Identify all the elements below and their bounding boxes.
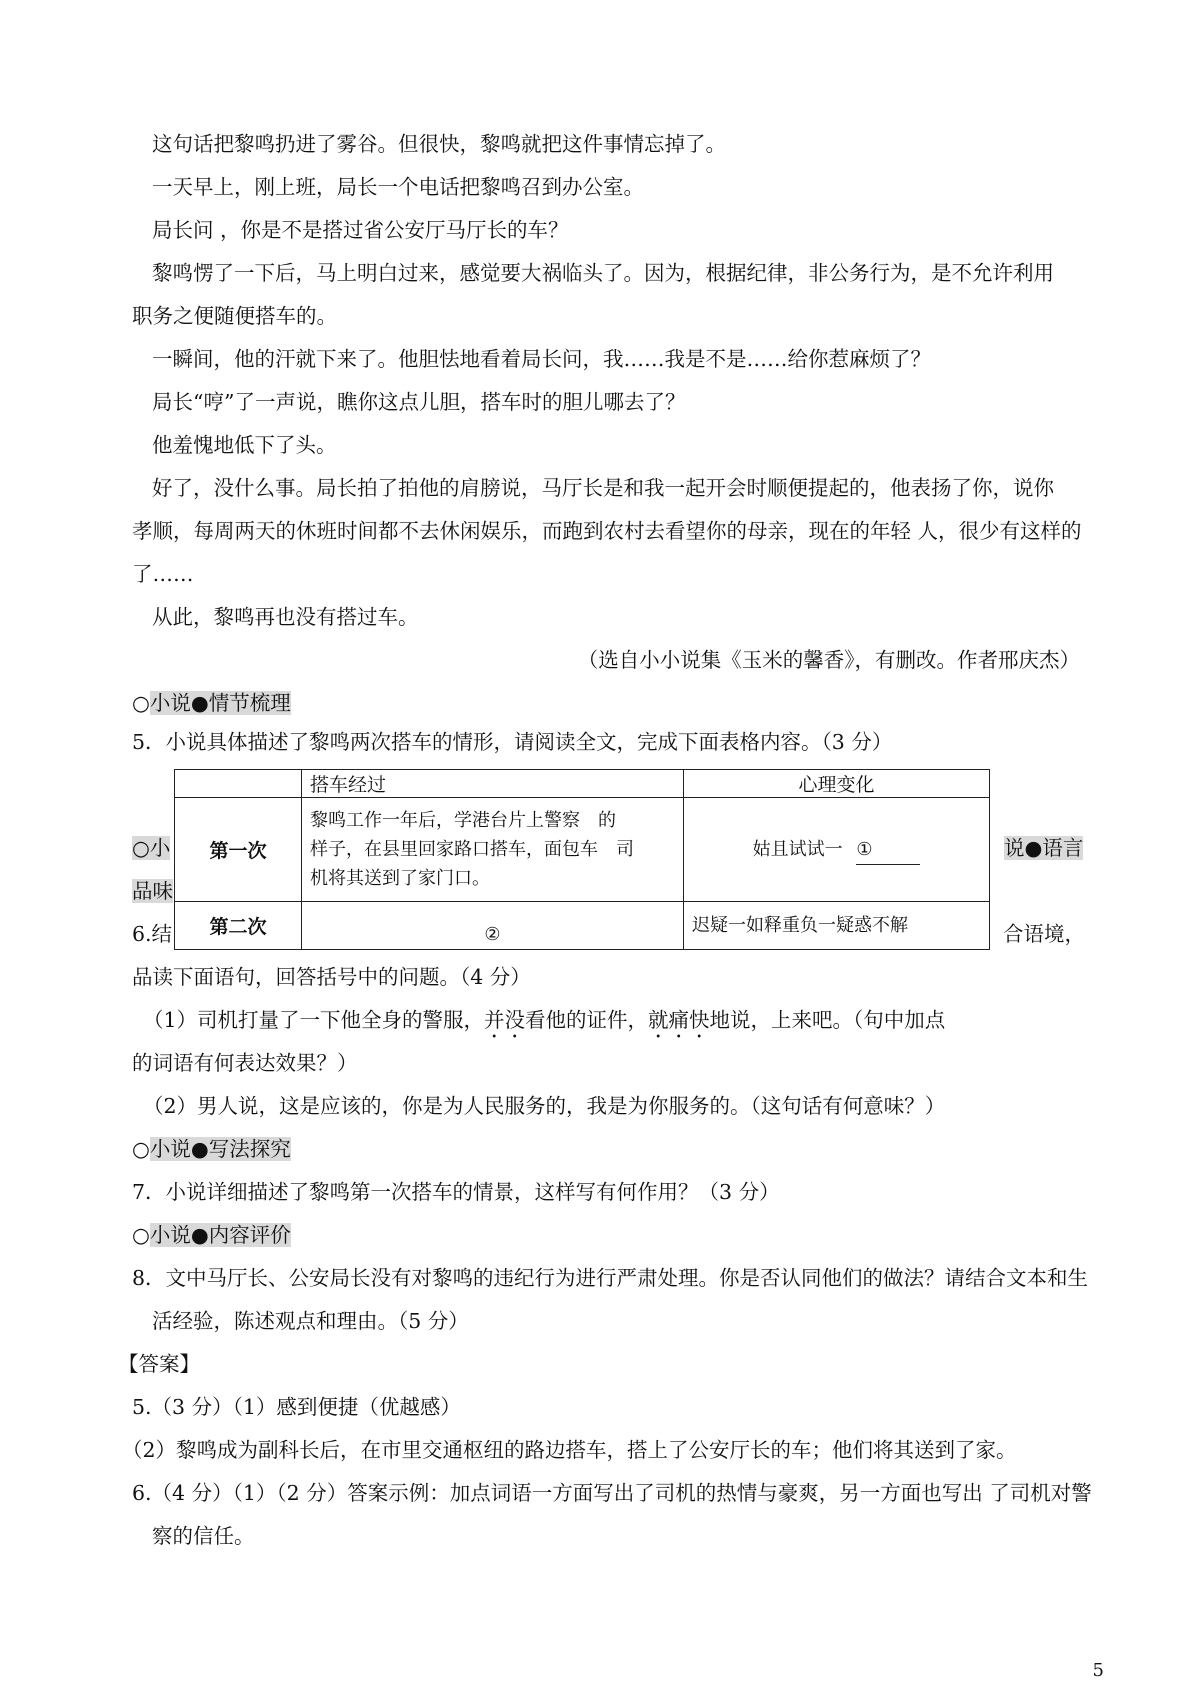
story-paragraph: 一天早上，刚上班，局长一个电话把黎鸣召到办公室。 xyxy=(152,175,644,199)
dotted-word: 并 xyxy=(484,1008,505,1032)
table-header-change: 心理变化 xyxy=(684,770,990,798)
question-7: 7．小说详细描述了黎鸣第一次搭车的情景，这样写有何作用？（3 分） xyxy=(132,1180,780,1204)
answer-5-1: 5.（3 分）（1）感到便捷（优越感） xyxy=(132,1395,461,1419)
table-header-process: 搭车经过 xyxy=(302,770,684,798)
q6-1-pre: （1）司机打量了一下他全身的警服， xyxy=(143,1008,485,1032)
table-header-empty xyxy=(175,770,302,798)
circle-marker: ○ xyxy=(132,691,150,715)
change-text: 姑且试试一 xyxy=(752,838,843,860)
first-ride-process xyxy=(302,798,684,902)
section-heading-language-cont xyxy=(132,877,173,905)
story-paragraph: 局长“哼”了一声说，瞧你这点儿胆，搭车时的胆儿哪去了？ xyxy=(152,390,686,414)
section-heading-language-left xyxy=(132,834,170,862)
blank-1: ① xyxy=(856,835,920,865)
section-heading-language-right xyxy=(1004,834,1083,862)
story-paragraph: 孝顺，每周两天的休班时间都不去休闲娱乐，而跑到农村去看望你的母亲，现在的年轻 人，很少有这样的 xyxy=(132,519,1082,543)
q6-1-mid: 看他的证件， xyxy=(525,1008,649,1032)
source-note: （选自小小说集《玉米的馨香》，有删改。作者邢庆杰） xyxy=(577,648,1080,672)
answer-heading: 【答案】 xyxy=(118,1352,200,1376)
section-heading-evaluation xyxy=(132,1221,291,1249)
question-8: 8．文中马厅长、公安局长没有对黎鸣的违纪行为进行严肃处理。你是否认同他们的做法？请结合文本和生 xyxy=(132,1266,1089,1290)
story-paragraph: 黎鸣愣了一下后，马上明白过来，感觉要大祸临头了。因为，根据纪律，非公务行为，是不允许利用 xyxy=(152,261,1054,285)
circle-marker: ○ xyxy=(132,1223,150,1247)
row-label-first: 第一次 xyxy=(175,798,302,902)
second-ride-change: 迟疑一如释重负一疑惑不解 xyxy=(684,902,990,950)
story-paragraph: 了…… xyxy=(132,562,194,586)
process-line: 黎鸣工作一年后，学港台片上警察 的 xyxy=(310,810,616,831)
section-heading-plot xyxy=(132,689,291,717)
question-6-2: （2）男人说，这是应该的，你是为人民服务的，我是为你服务的。（这句话有何意味？） xyxy=(143,1094,946,1118)
story-paragraph: 这句话把黎鸣扔进了雾谷。但很快，黎鸣就把这件事情忘掉了。 xyxy=(152,132,726,156)
question-6-1 xyxy=(143,1006,945,1043)
question-6-cont: 品读下面语句，回答括号中的问题。（4 分） xyxy=(132,965,531,989)
plot-table xyxy=(174,769,990,950)
first-ride-change xyxy=(684,798,990,902)
dotted-word: 痛 xyxy=(668,1008,690,1032)
question-6-1-cont: 的词语有何表达效果？） xyxy=(132,1051,358,1075)
process-line: 机将其送到了家门口。 xyxy=(310,868,490,889)
row-label-second: 第二次 xyxy=(175,902,302,950)
story-paragraph: 从此，黎鸣再也没有搭过车。 xyxy=(152,605,419,629)
story-paragraph: 他羞愧地低下了头。 xyxy=(152,433,337,457)
story-paragraph: 职务之便随便搭车的。 xyxy=(132,304,337,328)
page-number: 5 xyxy=(1092,1660,1104,1681)
question-5: 5．小说具体描述了黎鸣两次搭车的情形，请阅读全文，完成下面表格内容。（3 分） xyxy=(132,730,893,754)
section-label: ○小 xyxy=(132,836,171,860)
story-paragraph: 局长问 ，你是不是搭过省公安厅马厅长的车？ xyxy=(152,218,569,242)
answer-6-1: 6.（4 分）（1）（2 分）答案示例：加点词语一方面写出了司机的热情与豪爽，另一方面也写出 了司机对警 xyxy=(132,1481,1092,1505)
dotted-word: 就 xyxy=(648,1008,669,1032)
question-6-end: 合语境， xyxy=(1003,922,1085,946)
dotted-word: 快 xyxy=(689,1008,710,1032)
section-label: 小说●情节梳理 xyxy=(149,691,291,715)
q6-1-post: 地说，上来吧。（句中加点 xyxy=(709,1008,946,1032)
section-heading-writing xyxy=(132,1135,291,1163)
process-line: 样子，在县里回家路口搭车，面包车 司 xyxy=(310,839,634,860)
answer-5-2: （2）黎鸣成为副科长后，在市里交通枢纽的路边搭车，搭上了公安厅长的车；他们将其送到了家。 xyxy=(122,1438,1017,1462)
section-label: 小说●写法探究 xyxy=(149,1137,291,1161)
story-paragraph: 一瞬间，他的汗就下来了。他胆怯地看着局长问，我……我是不是……给你惹麻烦了？ xyxy=(152,347,931,371)
section-label: 说●语言 xyxy=(1004,836,1084,860)
blank-2: ② xyxy=(302,902,684,950)
question-8-cont: 活经验，陈述观点和理由。（5 分） xyxy=(152,1309,469,1333)
story-paragraph: 好了，没什么事。局长拍了拍他的肩膀说，马厅长是和我一起开会时顺便提起的，他表扬了你，说你 xyxy=(152,476,1054,500)
section-label: 小说●内容评价 xyxy=(149,1223,291,1247)
section-label: 品味 xyxy=(132,879,173,903)
question-6-start: 6.结 xyxy=(132,922,173,946)
dotted-word: 没 xyxy=(504,1008,526,1032)
answer-6-1-cont: 察的信任。 xyxy=(152,1524,255,1548)
circle-marker: ○ xyxy=(132,1137,150,1161)
